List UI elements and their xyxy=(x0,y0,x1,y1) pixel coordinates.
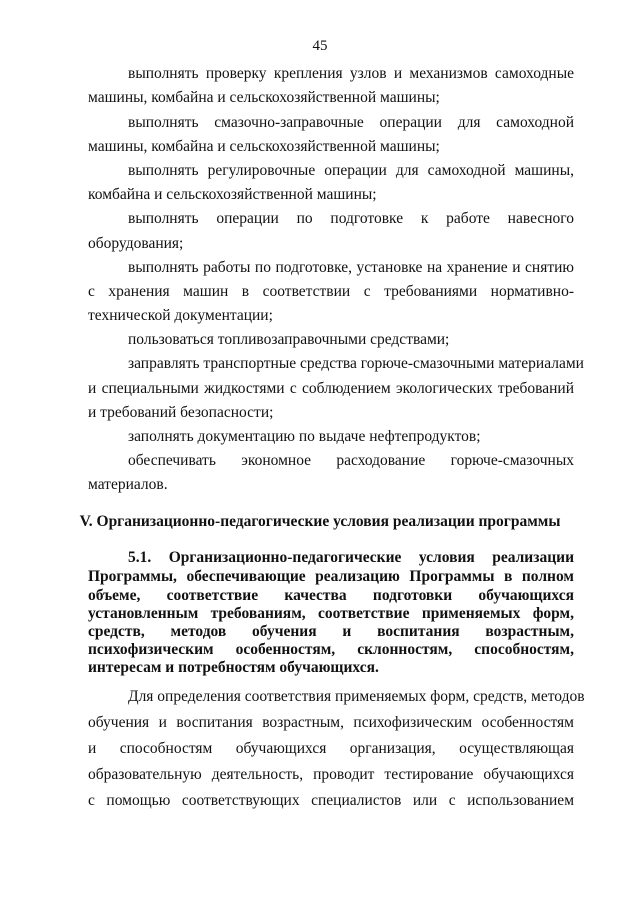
list-line: выполнять регулировочные операции для самоходной машины, xyxy=(128,162,574,179)
subsection-line: интересам и потребностям обучающихся. xyxy=(88,659,379,676)
list-line: выполнять работы по подготовке, установке на хранение и снятию xyxy=(128,259,574,276)
list-line: оборудования; xyxy=(88,235,184,252)
subsection-line: психофизическим особенностям, склонностям, способностям, xyxy=(88,641,574,658)
list-line: выполнять смазочно-заправочные операции для самоходной xyxy=(128,114,574,131)
page-number: 45 xyxy=(312,38,328,54)
list-line: с хранения машин в соответствии с требованиями нормативно- xyxy=(88,283,574,300)
list-line: машины, комбайна и сельскохозяйственной машины; xyxy=(88,138,440,155)
subsection-line: средств, методов обучения и воспитания возрастным, xyxy=(88,623,574,640)
list-line: пользоваться топливозаправочными средствами; xyxy=(128,331,450,348)
paragraph-line: обучения и воспитания возрастным, психофизическим особенностям xyxy=(88,714,574,731)
list-line: технической документации; xyxy=(88,307,273,324)
subsection-line: 5.1. Организационно-педагогические условия реализации xyxy=(128,549,574,566)
list-line: заправлять транспортные средства горюче-смазочными материалами xyxy=(128,355,584,372)
list-line: выполнять операции по подготовке к работе навесного xyxy=(128,210,574,227)
list-line: обеспечивать экономное расходование горюче-смазочных xyxy=(128,452,574,469)
paragraph-line: Для определения соответствия применяемых форм, средств, методов xyxy=(128,688,585,705)
subsection-line: установленным требованиям, соответствие применяемых форм, xyxy=(88,605,574,622)
list-line: и требований безопасности; xyxy=(88,404,274,421)
list-line: материалов. xyxy=(88,476,168,493)
list-line: выполнять проверку крепления узлов и механизмов самоходные xyxy=(128,65,574,82)
paragraph-line: и способностям обучающихся организация, осуществляющая xyxy=(88,740,574,757)
paragraph-line: с помощью соответствующих специалистов или с использованием xyxy=(88,792,574,809)
subsection-line: объеме, соответствие качества подготовки обучающихся xyxy=(88,587,574,604)
paragraph-line: образовательную деятельность, проводит тестирование обучающихся xyxy=(88,766,574,783)
subsection-line: Программы, обеспечивающие реализацию Программы в полном xyxy=(88,568,574,585)
list-line: заполнять документацию по выдаче нефтепродуктов; xyxy=(128,428,481,445)
list-line: машины, комбайна и сельскохозяйственной машины; xyxy=(88,89,440,106)
list-line: и специальными жидкостями с соблюдением экологических требований xyxy=(88,380,574,397)
list-line: комбайна и сельскохозяйственной машины; xyxy=(88,186,377,203)
section-heading: V. Организационно-педагогические условия реализации программы xyxy=(79,513,561,530)
